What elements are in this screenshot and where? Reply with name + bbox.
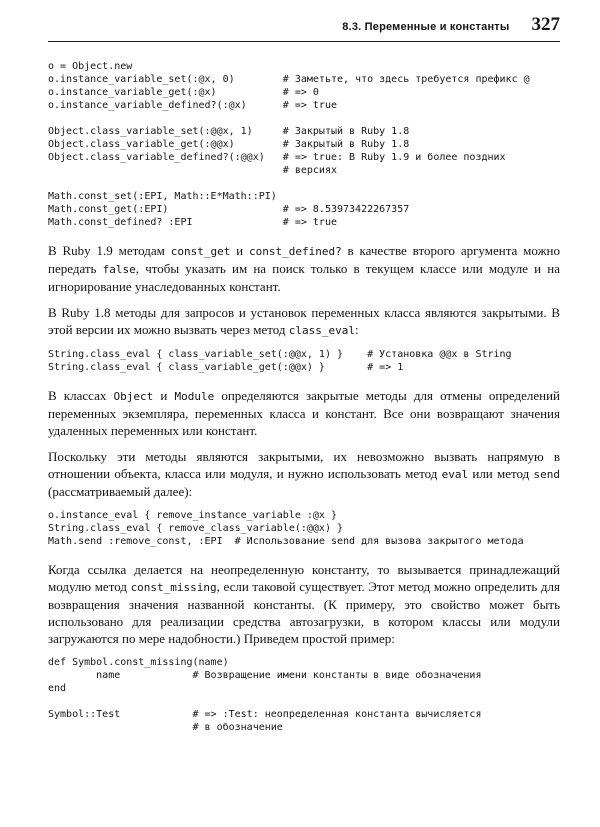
inline-code: send [533, 468, 560, 481]
text-run: Когда ссылка делается на неопределенную константу, то вызывается принадлежащий модулю метод [48, 562, 560, 594]
paragraph-undefine-methods [48, 387, 560, 439]
code-block-remove-methods [48, 509, 560, 548]
page-header [48, 14, 560, 41]
page-content [48, 60, 560, 734]
text-run: : [354, 322, 359, 337]
code-line: Math.send :remove_const, :EPI # Использование send для вызова закрытого метода [48, 536, 524, 547]
text-run: , если таковой существует. Этот метод можно определить для возвращения значения названной константы. (К примеру, это свойство может быть использовано для реализации средства автозагрузки, в котором классы или модули загружаются по мере надобности.) Приведем простой пример: [48, 579, 561, 646]
paragraph-const-missing [48, 561, 560, 647]
text-run: и [153, 388, 175, 403]
text-run: и [230, 243, 249, 258]
paragraph-ruby18-private-methods [48, 304, 560, 339]
code-line: Math.const_defined? :EPI # => true [48, 217, 337, 228]
code-line: def Symbol.const_missing(name) [48, 657, 229, 668]
inline-code: eval [441, 468, 469, 481]
code-line: String.class_eval { class_variable_get(:@@x) } # => 1 [48, 362, 404, 373]
code-line: Object.class_variable_defined?(:@@x) # => true: В Ruby 1.9 и более поздних [48, 152, 506, 163]
code-block-class-eval [48, 348, 560, 374]
code-line: o.instance_eval { remove_instance_variable :@x } [48, 510, 337, 521]
inline-code: const_defined? [248, 245, 342, 258]
inline-code: Module [174, 390, 215, 403]
code-line: name # Возвращение имени константы в виде обозначения [48, 670, 482, 681]
code-line: # версиях [48, 165, 337, 176]
page-number: 327 [531, 14, 560, 35]
inline-code: Object [113, 390, 154, 403]
code-line: String.class_eval { class_variable_set(:@@x, 1) } # Установка @@x в String [48, 349, 512, 360]
code-line: o.instance_variable_get(:@x) # => 0 [48, 87, 319, 98]
code-line: Symbol::Test # => :Test: неопределенная константа вычисляется [48, 709, 482, 720]
text-run: В классах [48, 388, 114, 403]
code-block-class-variables [48, 125, 560, 177]
code-line: o = Object.new [48, 61, 133, 72]
code-line: String.class_eval { remove_class_variable(:@@x) } [48, 523, 344, 534]
inline-code: false [102, 263, 136, 276]
text-run: в качестве второго аргумента можно передать [48, 243, 561, 276]
code-line [48, 695, 560, 708]
paragraph-private-call-eval-send [48, 448, 560, 500]
code-block-instance-variables [48, 60, 560, 112]
text-run: В Ruby 1.9 методам [48, 243, 171, 258]
paragraph-ruby19-const-lookup [48, 242, 560, 295]
text-run: (рассматриваемый далее): [48, 484, 193, 499]
code-line: # в обозначение [48, 722, 283, 733]
code-line: o.instance_variable_set(:@x, 0) # Заметьте, что здесь требуется префикс @ [48, 74, 530, 85]
code-line: end [48, 683, 67, 694]
code-line: o.instance_variable_defined?(:@x) # => true [48, 100, 337, 111]
code-line: Object.class_variable_get(:@@x) # Закрытый в Ruby 1.8 [48, 139, 410, 150]
inline-code: const_get [170, 245, 231, 258]
inline-code: const_missing [130, 581, 217, 594]
text-run: В Ruby 1.8 методы для запросов и установок переменных класса являются закрытыми. В этой версии их можно вызвать через метод [48, 305, 560, 337]
text-run: , чтобы указать им на поиск только в текущем классе или модуле и на игнорирование унаследованных констант. [48, 261, 561, 294]
code-line: Math.const_get(:EPI) # => 8.53973422267357 [48, 204, 410, 215]
code-line: Math.const_set(:EPI, Math::E*Math::PI) [48, 191, 277, 202]
text-run: определяются закрытые методы для отмены определений переменных экземпляра, переменных класса и констант. Все они возвращают значения удаленных переменных или констант. [48, 388, 560, 438]
code-line: Object.class_variable_set(:@@x, 1) # Закрытый в Ruby 1.8 [48, 126, 410, 137]
inline-code: class_eval [288, 324, 355, 337]
header-rule [48, 41, 560, 42]
section-title: 8.3. Переменные и константы [342, 21, 510, 33]
code-block-constants [48, 190, 560, 229]
text-run: или метод [468, 466, 534, 481]
code-block-const-missing-example [48, 656, 560, 734]
text-run: Поскольку эти методы являются закрытыми, их невозможно вызвать напрямую в отношении объекта, класса или модуля, и нужно использовать метод [48, 449, 560, 481]
